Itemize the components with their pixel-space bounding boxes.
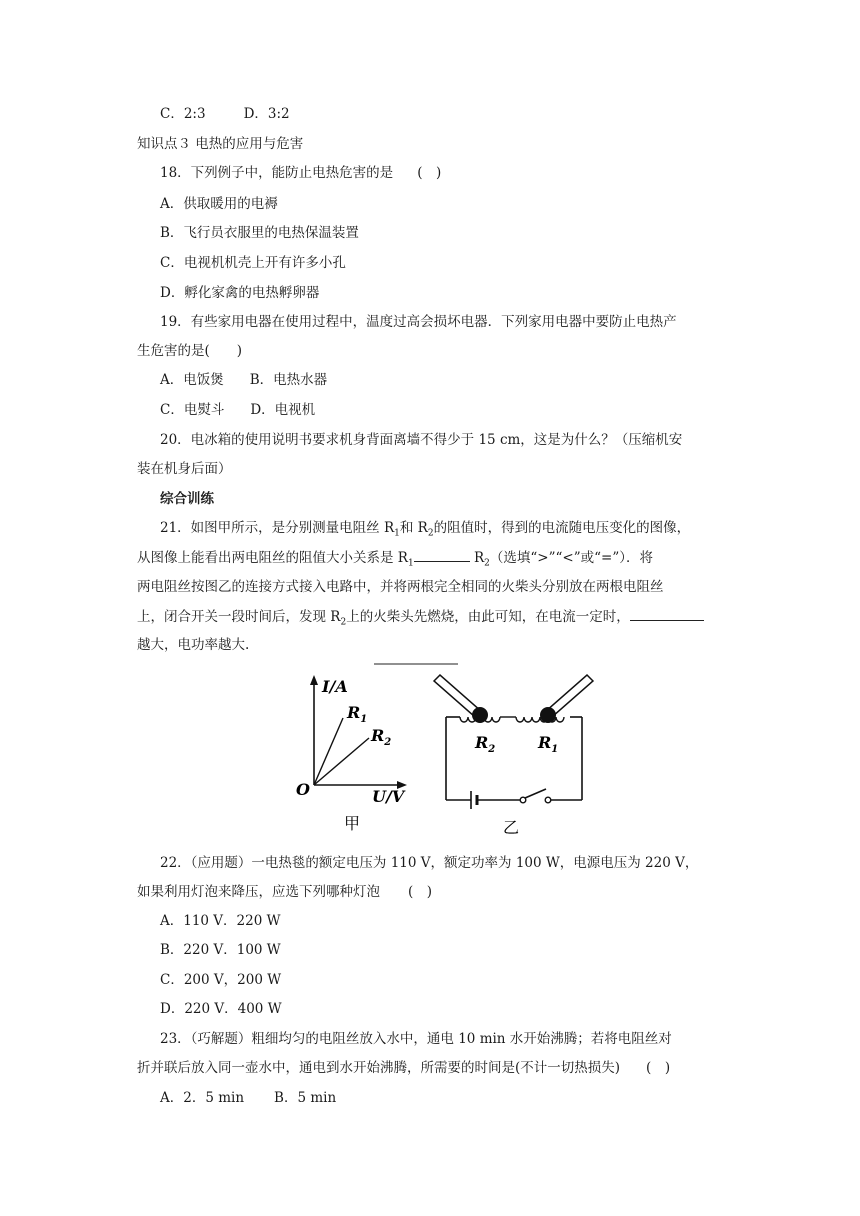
jia-caption: 甲 <box>344 814 361 833</box>
q17-options <box>160 104 290 124</box>
q19-options-cd <box>160 400 315 420</box>
q22-line2-text: 如果利用灯泡来降压，应选下列哪种灯泡 <box>137 884 380 900</box>
q21-line2 <box>137 547 653 574</box>
q23-option-b: B．5 min <box>274 1090 337 1106</box>
q21-line5: 越大，电功率越大. <box>137 637 250 653</box>
yi-r1-label: $R_1$ <box>538 733 559 755</box>
q21-answer-blank-1[interactable] <box>414 547 470 562</box>
q21-line4 <box>137 606 704 633</box>
yi-r2-label: $R_2$ <box>475 733 496 755</box>
q23-options-ab <box>160 1088 336 1108</box>
q21-l2-mid: R <box>469 550 485 566</box>
jia-r1-label: $R_1$ <box>347 703 368 725</box>
yi-r1-coil <box>516 717 564 722</box>
yi-match-head-left <box>472 707 488 723</box>
q19-line2: 生危害的是( ) <box>137 343 243 359</box>
q21-l1-sub1: 1 <box>394 528 400 539</box>
q21-l1-sub2: 2 <box>427 528 434 539</box>
jia-origin-label: O <box>296 780 310 799</box>
q21-line3: 两电阻丝按图乙的连接方式接入电路中，并将两根完全相同的火柴头分别放在两根电阻丝 <box>137 579 664 595</box>
q19-line1: 19．有些家用电器在使用过程中，温度过高会损坏电器．下列家用电器中要防止电热产 <box>160 314 677 330</box>
q23-line2-text: 折并联后放入同一壶水中，通电到水开始沸腾，所需要的时间是(不计一切热损失) <box>137 1060 621 1076</box>
q20-line1: 20．电冰箱的使用说明书要求机身背面离墙不得少于 15 cm，这是为什么？（压缩机安 <box>160 432 683 448</box>
jia-y-arrow <box>310 675 318 685</box>
q23-answer-paren: ( ) <box>646 1060 671 1076</box>
q18-option-c: C．电视机机壳上开有许多小孔 <box>160 255 346 271</box>
q21-l1-mid: 和 R <box>399 520 428 536</box>
q19-option-a: A．电饭煲 <box>160 372 224 388</box>
q21-l4-sub: 2 <box>340 617 347 628</box>
q22-option-d: D．220 V．400 W <box>160 1001 282 1017</box>
yi-switch-contact <box>545 797 551 803</box>
q21-l1-post: 的阻值时，得到的电流随电压变化的图像， <box>433 520 691 536</box>
q17-option-c: C．2:3 <box>160 106 206 122</box>
q21-answer-blank-2[interactable] <box>630 606 704 621</box>
q18-option-a: A．供取暖用的电褥 <box>160 196 278 212</box>
q21-l1-pre: 21．如图甲所示，是分别测量电阻丝 R <box>160 520 395 536</box>
yi-caption: 乙 <box>503 818 520 837</box>
yi-switch-blade <box>525 789 546 798</box>
figure-jia <box>296 675 407 833</box>
q21-l4-post: 上的火柴头先燃烧，由此可知，在电流一定时， <box>346 609 630 625</box>
q19-options-ab <box>160 370 327 390</box>
jia-y-label: I/A <box>322 677 348 696</box>
q19-option-c: C．电熨斗 <box>160 402 225 418</box>
q18-stem <box>160 163 441 183</box>
q18-stem-text: 18．下列例子中，能防止电热危害的是 <box>160 165 394 181</box>
q23-line1: 23．（巧解题）粗细均匀的电阻丝放入水中，通电 10 min 水开始沸腾；若将电阻丝对 <box>160 1031 672 1047</box>
q21-l2-pre: 从图像上能看出两电阻丝的阻值大小关系是 R <box>137 550 408 566</box>
q19-option-d: D．电视机 <box>250 402 316 418</box>
q21-line1 <box>160 518 690 544</box>
yi-match-head-right <box>540 707 556 723</box>
q21-l2-post: （选填“>”“<”或“=”）．将 <box>489 550 654 566</box>
q22-line2 <box>137 882 432 902</box>
q17-option-d: D．3:2 <box>243 106 290 122</box>
q18-answer-paren: ( ) <box>417 165 442 181</box>
q21-figure <box>280 655 610 840</box>
q21-l2-sub2: 2 <box>484 558 490 569</box>
q23-option-a: A．2．5 min <box>160 1090 245 1106</box>
q18-option-d: D．孵化家禽的电热孵卵器 <box>160 285 320 301</box>
section-3-title: 知识点３ 电热的应用与危害 <box>137 136 304 152</box>
q19-option-b: B．电热水器 <box>249 372 328 388</box>
jia-r2-line <box>314 738 369 785</box>
jia-x-label: U/V <box>372 787 405 806</box>
q22-option-c: C．200 V，200 W <box>160 972 282 988</box>
q21-l4-pre: 上，闭合开关一段时间后，发现 R <box>137 609 341 625</box>
q22-option-a: A．110 V．220 W <box>160 913 281 929</box>
q21-l2-sub1: 1 <box>407 558 414 569</box>
jia-r1-line <box>314 718 343 785</box>
q22-option-b: B．220 V．100 W <box>160 942 281 958</box>
q20-line2: 装在机身后面） <box>137 461 232 477</box>
jia-r2-label: $R_2$ <box>371 726 392 748</box>
yi-switch-pivot <box>520 797 526 803</box>
q23-line2 <box>137 1058 670 1078</box>
section-comprehensive-title: 综合训练 <box>160 491 214 507</box>
q18-option-b: B．飞行员衣服里的电热保温装置 <box>160 225 359 241</box>
q22-line1: 22．（应用题）一电热毯的额定电压为 110 V，额定功率为 100 W，电源电压为 220 V， <box>160 855 699 871</box>
figure-yi <box>434 675 593 837</box>
q22-answer-paren: ( ) <box>408 884 433 900</box>
